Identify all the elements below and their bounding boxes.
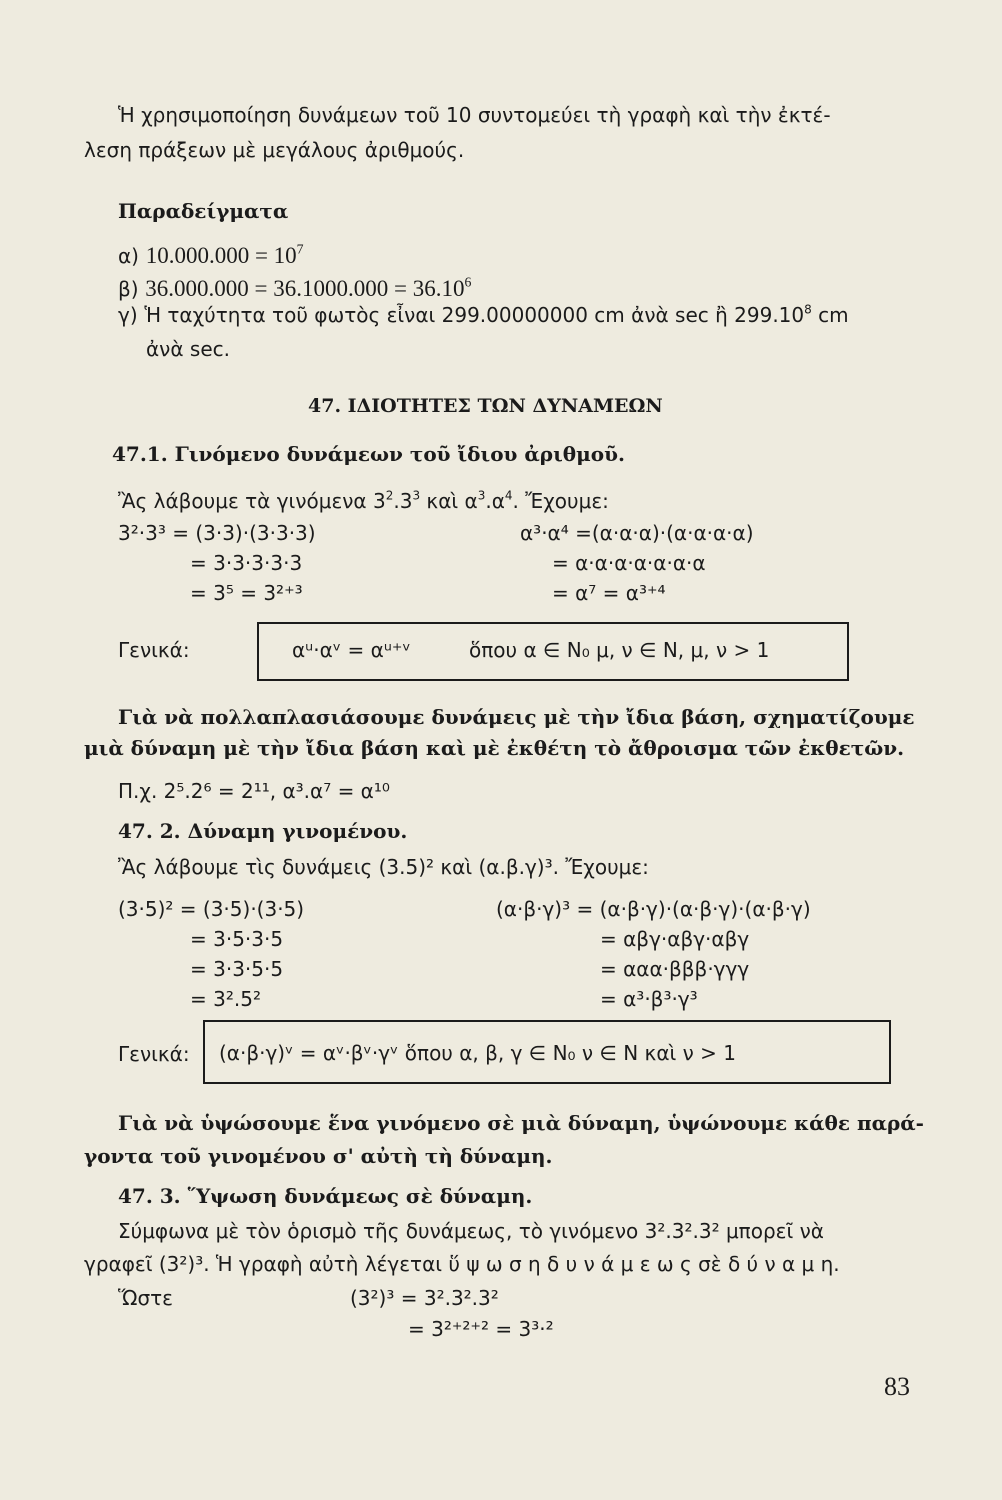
- s471-rule-line-1: Γιὰ νὰ πολλαπλασιάσουμε δυνάμεις μὲ τὴν ἴδια βάση, σχηματίζουμε: [118, 705, 915, 729]
- s473-line-4-expr: = 3²⁺²⁺² = 3³·²: [408, 1317, 554, 1341]
- section-47-2-title: 47. 2. Δύναμη γινομένου.: [118, 819, 408, 843]
- s472-right-line-2: = αβγ·αβγ·αβγ: [600, 927, 750, 951]
- s471-left-line-1: 3²·3³ = (3·3)·(3·3·3): [118, 521, 316, 545]
- example-c: [118, 303, 849, 327]
- example-a-expr: $10.000.000 = 10^7$: [145, 241, 304, 268]
- example-a: [118, 243, 304, 269]
- intro-line-1: Ἡ χρησιμοποίηση δυνάμεων τοῦ 10 συντομεύει τὴ γραφὴ καὶ τὴν ἐκτέ-: [118, 103, 831, 127]
- example-a-label: α): [118, 244, 139, 268]
- section-47-1-title: 47.1. Γινόμενο δυνάμεων τοῦ ἴδιου ἀριθμοῦ.: [112, 442, 625, 466]
- s471-right-line-3: = α⁷ = α³⁺⁴: [552, 581, 666, 605]
- s471-rule-line-2: μιὰ δύναμη μὲ τὴν ἴδια βάση καὶ μὲ ἐκθέτη τὸ ἄθροισμα τῶν ἐκθετῶν.: [84, 736, 905, 760]
- s472-rule-line-2: γοντα τοῦ γινομένου σ' αὐτὴ τὴ δύναμη.: [84, 1144, 553, 1168]
- example-b: [118, 276, 471, 302]
- s472-left-line-1: (3·5)² = (3·5)·(3·5): [118, 897, 305, 921]
- s472-intro: Ἂς λάβουμε τὶς δυνάμεις (3.5)² καὶ (α.β.γ)³. Ἔχουμε:: [118, 855, 649, 879]
- s472-right-line-1: (α·β·γ)³ = (α·β·γ)·(α·β·γ)·(α·β·γ): [496, 897, 811, 921]
- intro-line-2: λεση πράξεων μὲ μεγάλους ἀριθμούς.: [84, 138, 465, 162]
- s472-left-line-3: = 3·3·5·5: [190, 957, 284, 981]
- s471-general-condition: ὅπου α ∈ N₀ μ, ν ∈ N, μ, ν > 1: [469, 638, 770, 662]
- section-47-title: 47. ΙΔΙΟΤΗΤΕΣ ΤΩΝ ΔΥΝΑΜΕΩΝ: [308, 395, 663, 417]
- s471-right-line-1: α³·α⁴ =(α·α·α)·(α·α·α·α): [520, 521, 754, 545]
- s472-rule-line-1: Γιὰ νὰ ὑψώσουμε ἕνα γινόμενο σὲ μιὰ δύναμη, ὑψώνουμε κάθε παρά-: [118, 1111, 924, 1135]
- page-number: 83: [884, 1372, 910, 1401]
- s473-line-3-label: Ὥστε: [118, 1286, 173, 1310]
- example-b-expr: $36.000.000 = 36.1000.000 = 36.10^6$: [145, 274, 472, 301]
- example-b-label: β): [118, 277, 139, 301]
- s472-general-formula: (α·β·γ)ᵛ = αᵛ·βᵛ·γᵛ ὅπου α, β, γ ∈ N₀ ν ∈ N καὶ ν > 1: [219, 1041, 737, 1065]
- example-c-text-2: ἀνὰ sec.: [146, 337, 230, 361]
- example-c-label: γ): [118, 303, 138, 327]
- s471-left-line-2: = 3·3·3·3·3: [190, 551, 303, 575]
- s471-general-formula: αᵘ·αᵛ = αᵘ⁺ᵛ: [292, 638, 411, 662]
- s473-line-2: γραφεῖ (3²)³. Ἡ γραφὴ αὐτὴ λέγεται ὕ ψ ω σ η δ υ ν ά μ ε ω ς σὲ δ ύ ν α μ η.: [84, 1252, 840, 1276]
- s471-example: Π.χ. 2⁵.2⁶ = 2¹¹, α³.α⁷ = α¹⁰: [118, 779, 390, 803]
- s472-right-line-3: = ααα·βββ·γγγ: [600, 957, 750, 981]
- s471-intro: Ἂς λάβουμε τὰ γινόμενα $3^2.3^3$ καὶ $\alpha^3.\alpha^4$. Ἔχουμε:: [118, 488, 609, 513]
- s471-general-label: Γενικά:: [118, 638, 190, 662]
- section-47-3-title: 47. 3. Ὕψωση δυνάμεως σὲ δύναμη.: [118, 1184, 533, 1208]
- s472-general-box: [203, 1020, 891, 1084]
- example-c-text: Ἡ ταχύτητα τοῦ φωτὸς εἶναι 299.00000000 cm ἀνὰ sec ἢ 299.10$^8$ cm: [144, 302, 849, 327]
- s473-line-3-expr: (3²)³ = 3².3².3²: [350, 1286, 499, 1310]
- s472-left-line-4: = 3².5²: [190, 987, 261, 1011]
- s472-left-line-2: = 3·5·3·5: [190, 927, 284, 951]
- s473-line-1: Σύμφωνα μὲ τὸν ὁρισμὸ τῆς δυνάμεως, τὸ γινόμενο 3².3².3² μπορεῖ νὰ: [118, 1219, 824, 1243]
- examples-heading: Παραδείγματα: [118, 199, 289, 223]
- s472-right-line-4: = α³·β³·γ³: [600, 987, 698, 1011]
- s471-general-box: [257, 622, 849, 681]
- s471-left-line-3: = 3⁵ = 3²⁺³: [190, 581, 303, 605]
- s472-general-label: Γενικά:: [118, 1042, 190, 1066]
- s471-right-line-2: = α·α·α·α·α·α·α: [552, 551, 706, 575]
